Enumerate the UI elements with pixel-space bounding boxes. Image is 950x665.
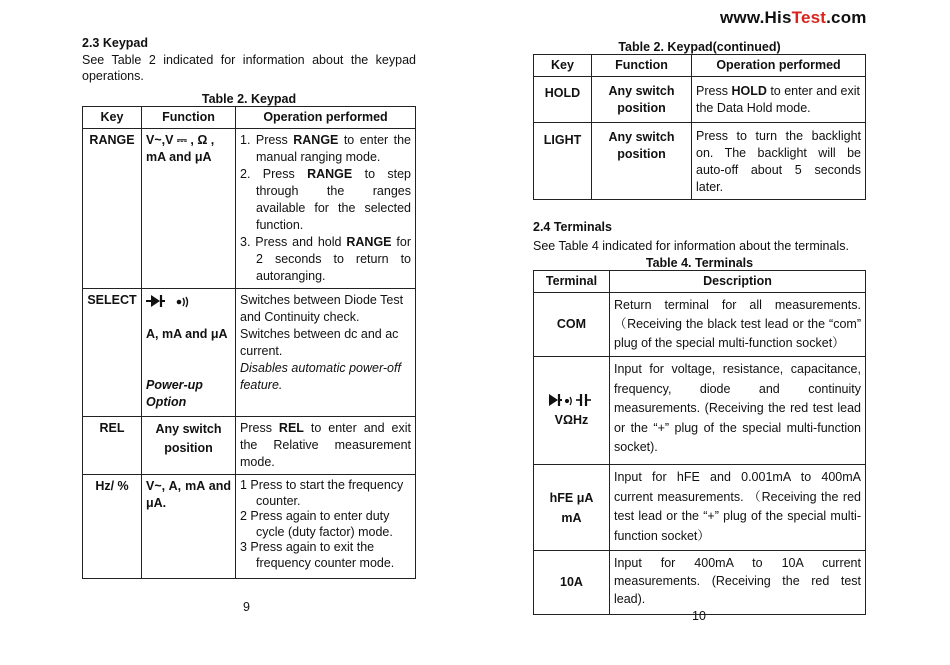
table-header-row <box>534 55 866 77</box>
header-key: Key <box>534 55 592 77</box>
hz-step-2: 2 Press again to enter duty cycle (duty factor) mode. <box>240 509 393 539</box>
range-step-3: 3. Press and hold RANGE for 2 seconds to return to autoranging. <box>240 235 411 283</box>
table-row-light <box>534 123 866 200</box>
select-op-power: Disables automatic power-off feature. <box>240 361 401 392</box>
terminal-hfe-line2: mA <box>561 510 582 525</box>
key-hz: Hz/ % <box>83 475 142 579</box>
header-operation: Operation performed <box>236 107 416 129</box>
header-function: Function <box>592 55 692 77</box>
operation-rel: Press REL to enter and exit the Relative measurement mode. <box>236 417 416 475</box>
key-hold: HOLD <box>534 77 592 123</box>
select-op-diode: Switches between Diode Test and Continuity check. <box>240 293 404 324</box>
table4-caption: Table 4. Terminals <box>645 256 754 270</box>
diode-continuity-symbols <box>146 292 231 326</box>
header-operation: Operation performed <box>692 55 866 77</box>
terminal-hfe-line1: hFE μA <box>549 490 594 505</box>
page-number-left: 9 <box>243 600 250 614</box>
page-number-right: 10 <box>692 609 706 623</box>
function-range-line2: mA and μA <box>146 150 212 164</box>
diode-capacitor-icon <box>548 393 596 407</box>
section-heading-terminals: 2.4 Terminals <box>533 220 612 234</box>
header-key: Key <box>83 107 142 129</box>
table-row-select <box>83 289 416 417</box>
table-caption-continued: Table 2. Keypad(continued) <box>618 40 781 54</box>
terminal-row-vohz <box>534 357 866 465</box>
key-range: RANGE <box>83 129 142 289</box>
function-hold: Any switch position <box>592 77 692 123</box>
terminal-vohz-desc: Input for voltage, resistance, capacitance, frequency, diode and continuity measurements. (Receiving the red test lead or the “+” plug of the special multi-function socket). <box>610 357 866 465</box>
terminal-vohz-label: VΩHz <box>554 412 589 427</box>
function-hz: V~, A, mA and μA. <box>142 475 236 579</box>
table-header-row <box>83 107 416 129</box>
keypad-table <box>82 106 416 579</box>
page-right <box>533 36 866 615</box>
operation-hold: Press HOLD to enter and exit the Data Hold mode. <box>692 77 866 123</box>
brand-logo: www.HisTest.com <box>720 8 867 27</box>
table-row-hz <box>83 475 416 579</box>
function-select <box>142 289 236 417</box>
terminal-row-com <box>534 293 866 357</box>
terminal-vohz <box>534 357 610 465</box>
function-range-line1: V~,V ⎓ , Ω , <box>146 133 215 147</box>
keypad-intro: See Table 2 indicated for information about the keypad operations. <box>82 53 416 83</box>
terminal-com-desc: Return terminal for all measurements. （Receiving the black test lead or the “com” plug of the special multi-function socket） <box>610 293 866 357</box>
function-power-up: Power-up Option <box>146 378 203 409</box>
select-op-current: Switches between dc and ac current. <box>240 327 399 358</box>
function-range <box>142 129 236 289</box>
terminal-hfe <box>534 465 610 551</box>
key-rel: REL <box>83 417 142 475</box>
diode-icon <box>146 294 202 308</box>
operation-light: Press to turn the backlight on. The backlight will be auto-off about 5 seconds later. <box>692 123 866 200</box>
terminal-10a: 10A <box>534 551 610 615</box>
header-terminal: Terminal <box>534 271 610 293</box>
keypad-table-continued <box>533 54 866 200</box>
header-description: Description <box>610 271 866 293</box>
operation-range <box>236 129 416 289</box>
terminal-10a-desc: Input for 400mA to 10A current measurements. (Receiving the red test lead). <box>610 551 866 615</box>
terminal-row-hfe <box>534 465 866 551</box>
range-step-1: 1. Press RANGE to enter the manual ranging mode. <box>240 133 411 164</box>
terminal-row-10a <box>534 551 866 615</box>
page-left <box>82 36 416 579</box>
function-light: Any switch position <box>592 123 692 200</box>
table-row-hold <box>534 77 866 123</box>
hz-step-3: 3 Press again to exit the frequency counter mode. <box>240 540 395 570</box>
table-caption: Table 2. Keypad <box>201 92 297 106</box>
terminal-symbols <box>538 393 605 412</box>
key-light: LIGHT <box>534 123 592 200</box>
key-select: SELECT <box>83 289 142 417</box>
function-current: A, mA and μA <box>146 327 228 341</box>
terminal-hfe-desc: Input for hFE and 0.001mA to 400mA current measurements. （Receiving the red test lead or the “+” plug of the special multi-function socket） <box>610 465 866 551</box>
operation-hz <box>236 475 416 579</box>
terminals-intro: See Table 4 indicated for information about the terminals. <box>533 239 849 253</box>
range-step-2: 2. Press RANGE to step through the ranges available for the selected function. <box>240 167 412 232</box>
operation-select <box>236 289 416 417</box>
table-row-rel <box>83 417 416 475</box>
terminal-com: COM <box>534 293 610 357</box>
function-rel: Any switch position <box>142 417 236 475</box>
header-function: Function <box>142 107 236 129</box>
hz-step-1: 1 Press to start the frequency counter. <box>240 478 404 508</box>
section-heading-keypad: 2.3 Keypad <box>82 36 149 50</box>
table-row-range <box>83 129 416 289</box>
terminals-table <box>533 270 866 615</box>
table-header-row <box>534 271 866 293</box>
